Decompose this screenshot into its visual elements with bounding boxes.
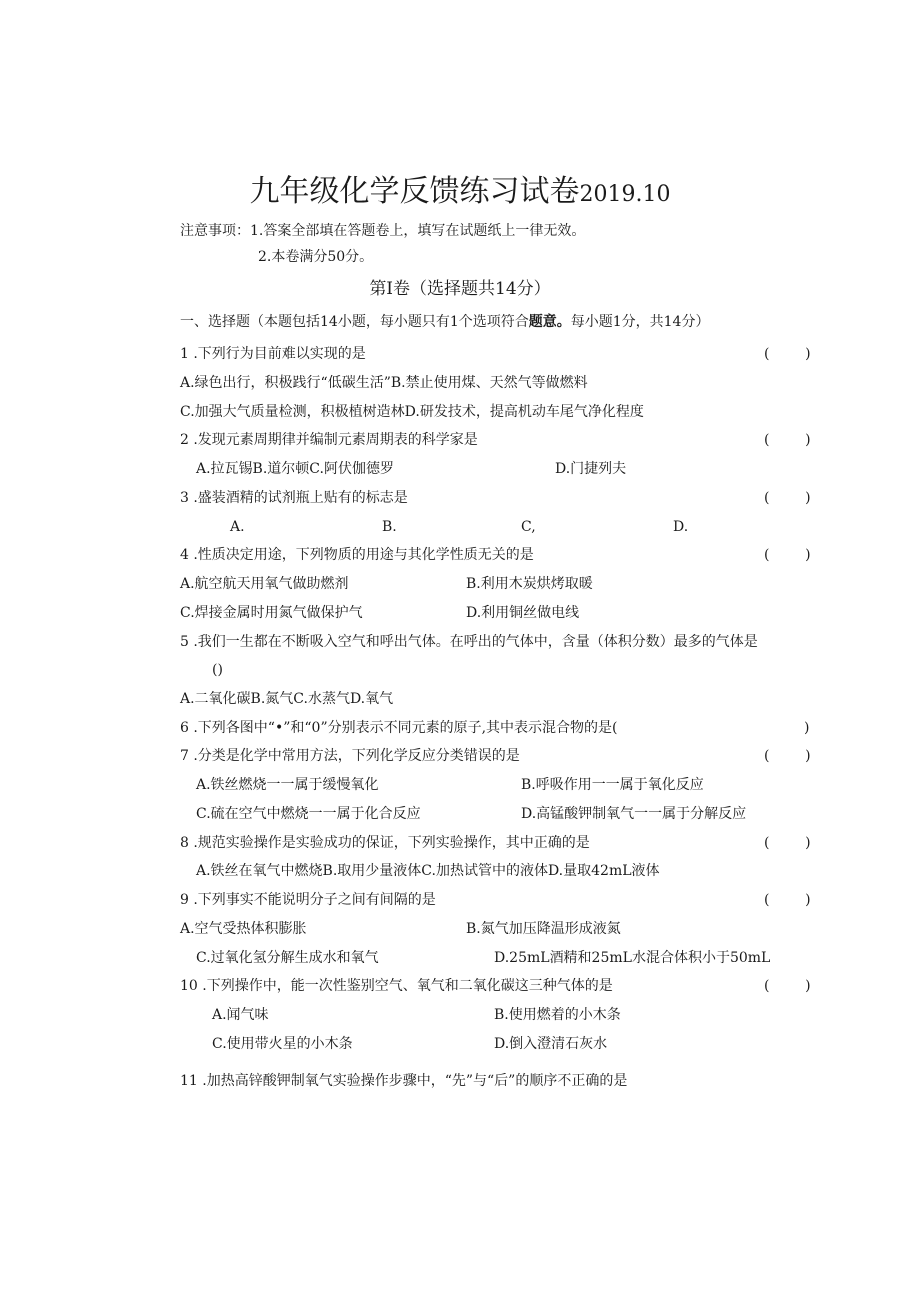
instructions-text: 一、选择题（本题包括14小题，每小题只有1个选项符合 bbox=[180, 314, 529, 330]
q3-answer-paren: ( ) bbox=[764, 490, 811, 506]
exam-title bbox=[0, 172, 920, 215]
q5-stem: 5 .我们一生都在不断吸入空气和呼出气体。在呼出的气体中，含量（体积分数）最多的气体是 bbox=[180, 634, 758, 650]
q7-option-c: C.硫在空气中燃烧一一属于化合反应 bbox=[196, 806, 421, 822]
q4-answer-paren: ( ) bbox=[764, 547, 811, 563]
section-instructions bbox=[180, 313, 709, 331]
q3-option-b: B. bbox=[382, 519, 397, 535]
q9-option-c: C.过氧化氢分解生成水和氧气 bbox=[196, 950, 379, 966]
q10-option-a: A.闻气味 bbox=[212, 1007, 269, 1023]
q9-option-a: A.空气受热体积膨胀 bbox=[180, 921, 307, 937]
q4-stem: 4 .性质决定用途，下列物质的用途与其化学性质无关的是 bbox=[180, 547, 534, 563]
q10-stem: 10 .下列操作中，能一次性鉴别空气、氧气和二氧化碳这三种气体的是 bbox=[180, 978, 613, 994]
q3-option-c: C, bbox=[521, 519, 536, 535]
q9-stem: 9 .下列事实不能说明分子之间有间隔的是 bbox=[180, 892, 436, 908]
q7-stem: 7 .分类是化学中常用方法，下列化学反应分类错误的是 bbox=[180, 748, 520, 764]
q2-option-d: D.门捷列夫 bbox=[555, 461, 627, 477]
q2-options-abc: A.拉瓦锡B.道尔顿C.阿伏伽德罗 bbox=[196, 461, 394, 477]
q10-answer-paren: ( ) bbox=[764, 978, 811, 994]
q9-option-d: D.25mL酒精和25mL水混合体积小于50mL bbox=[494, 950, 771, 966]
q1-answer-paren: ( ) bbox=[764, 346, 811, 362]
notice-line-2: 2.本卷满分50分。 bbox=[258, 249, 374, 265]
section-title: 第Ⅰ卷（选择题共14分） bbox=[369, 279, 551, 299]
instructions-emphasis: 题意。 bbox=[528, 314, 571, 330]
q4-option-b: B.利用木炭烘烤取暖 bbox=[466, 576, 593, 592]
exam-date: 2019.10 bbox=[579, 182, 671, 207]
q8-answer-paren: ( ) bbox=[764, 835, 811, 851]
instructions-text-end: 每小题1分，共14分） bbox=[570, 314, 710, 330]
q10-option-b: B.使用燃着的小木条 bbox=[494, 1007, 621, 1023]
q8-stem: 8 .规范实验操作是实验成功的保证，下列实验操作，其中正确的是 bbox=[180, 835, 590, 851]
q3-option-a: A. bbox=[230, 519, 245, 535]
q7-option-a: A.铁丝燃烧一一属于缓慢氧化 bbox=[196, 777, 379, 793]
q3-option-d: D. bbox=[673, 519, 689, 535]
q3-stem: 3 .盛装酒精的试剂瓶上贴有的标志是 bbox=[180, 490, 408, 506]
q6-stem: 6 .下列各图中“•”和“0”分别表示不同元素的原子,其中表示混合物的是( bbox=[180, 720, 618, 736]
q1-stem: 1 .下列行为目前难以实现的是 bbox=[180, 346, 366, 362]
q7-option-d: D.高锰酸钾制氧气一一属于分解反应 bbox=[521, 806, 747, 822]
q11-stem: 11 .加热高锌酸钾制氧气实验操作步骤中，“先”与“后”的顺序不正确的是 bbox=[180, 1073, 628, 1089]
q6-answer-paren-close: ) bbox=[804, 720, 810, 736]
q4-option-d: D.利用铜丝做电线 bbox=[466, 605, 580, 621]
q1-options-cd: C.加强大气质量检测，积极植树造林D.研发技术，提高机动车尾气净化程度 bbox=[180, 404, 644, 420]
notice-line-1: 注意事项：1.答案全部填在答题卷上，填写在试题纸上一律无效。 bbox=[180, 223, 586, 239]
q2-stem: 2 .发现元素周期律并编制元素周期表的科学家是 bbox=[180, 432, 478, 448]
q9-option-b: B.氮气加压降温形成液氮 bbox=[466, 921, 621, 937]
q5-options: A.二氧化碳B.氮气C.水蒸气D.氧气 bbox=[180, 691, 394, 707]
q10-option-d: D.倒入澄清石灰水 bbox=[494, 1036, 608, 1052]
q7-answer-paren: ( ) bbox=[764, 748, 811, 764]
q8-options: A.铁丝在氧气中燃烧B.取用少量液体C.加热试管中的液体D.量取42mL液体 bbox=[196, 863, 660, 879]
q7-option-b: B.呼吸作用一一属于氧化反应 bbox=[521, 777, 704, 793]
q9-answer-paren: ( ) bbox=[764, 892, 811, 908]
exam-title-main: 九年级化学反馈练习试卷 bbox=[249, 174, 580, 209]
q5-stem-paren: () bbox=[212, 662, 223, 678]
q4-option-a: A.航空航天用氧气做助燃剂 bbox=[180, 576, 349, 592]
q2-answer-paren: ( ) bbox=[764, 432, 811, 448]
q4-option-c: C.焊接金属时用氮气做保护气 bbox=[180, 605, 363, 621]
q10-option-c: C.使用带火星的小木条 bbox=[212, 1036, 353, 1052]
q1-options-ab: A.绿色出行，积极践行“低碳生活”B.禁止使用煤、天然气等做燃料 bbox=[180, 375, 588, 391]
